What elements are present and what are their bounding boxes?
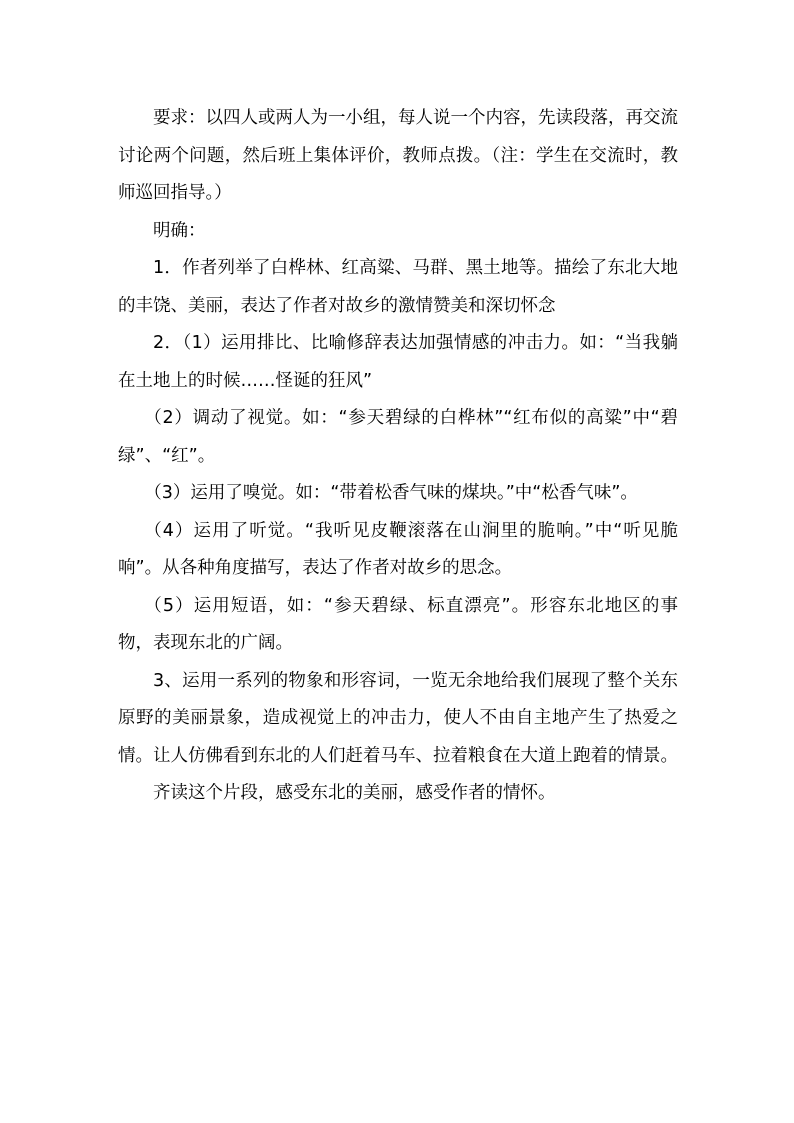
answer-1-paragraph: 1．作者列举了白桦林、红高粱、马群、黑土地等。描绘了东北大地的丰饶、美丽，表达了作者对故乡的激情赞美和深切怀念 [118, 258, 678, 316]
answer-2-sub-4-paragraph: （4）运用了听觉。“我听见皮鞭滚落在山涧里的脆响。”中“听见脆响”。从各种角度描写，表达了作者对故乡的思念。 [118, 520, 678, 578]
requirement-paragraph: 要求：以四人或两人为一小组，每人说一个内容，先读段落，再交流讨论两个问题，然后班上集体评价，教师点拨。（注：学生在交流时，教师巡回指导。） [118, 108, 678, 203]
answer-2-sub-3-paragraph: （3）运用了嗅觉。如：“带着松香气味的煤块。”中“松香气味”。 [144, 483, 638, 503]
answer-2-sub-2-paragraph: （2）调动了视觉。如：“参天碧绿的白桦林”“红布似的高粱”中“碧绿”、“红”。 [118, 408, 678, 466]
answer-2-sub-5-paragraph: （5）运用短语，如：“参天碧绿、标直漂亮”。形容东北地区的事物，表现东北的广阔。 [118, 595, 678, 653]
closing-paragraph: 齐读这个片段，感受东北的美丽，感受作者的情怀。 [153, 783, 556, 803]
clarification-heading: 明确： [153, 220, 206, 241]
answer-2-paragraph: 2．（1）运用排比、比喻修辞表达加强情感的冲击力。如：“当我躺在土地上的时候……怪诞的狂风” [118, 333, 678, 391]
answer-3-paragraph: 3、运用一系列的物象和形容词，一览无余地给我们展现了整个关东原野的美丽景象，造成视觉上的冲击力，使人不由自主地产生了热爱之情。让人仿佛看到东北的人们赶着马车、拉着粮食在大道上跑着的情景。 [118, 670, 678, 766]
document-body [118, 100, 678, 813]
